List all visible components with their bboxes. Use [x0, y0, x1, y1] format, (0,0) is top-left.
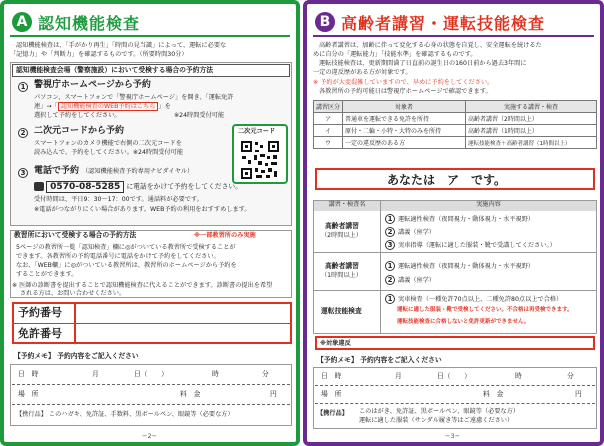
table-cell: ウ	[314, 137, 343, 149]
lecture-1h-duration: （1時間以上）	[321, 272, 363, 279]
memo-yen: 円	[575, 390, 582, 398]
table-cell: 高齢者講習（1時間以上）	[466, 125, 597, 137]
table-row	[314, 125, 597, 137]
memo-month: 月	[395, 372, 402, 380]
intro-line: 「記憶力」や「判断力」を確認するものです。（所要時間30分）	[10, 51, 188, 58]
step-number-3: 3	[18, 168, 28, 178]
row-divider	[313, 252, 597, 253]
memo-title: 【予約メモ】 予約内容をご記入ください	[317, 356, 442, 364]
table-cell: 普通車を運転できる免許を所持	[343, 113, 466, 125]
skill-test-note: 運転に適した服装・靴で受検してください。不合格は再受検できます。	[397, 307, 573, 313]
category-table	[313, 100, 597, 149]
table-header: 講習区分	[314, 101, 343, 113]
table-cell: 一定の違反歴のある方	[343, 137, 466, 149]
intro-line: 認知機能検査は、「手がかり再生」「時間の見当識」によって、運転に必要な	[16, 42, 227, 49]
memo-divider	[315, 403, 595, 404]
memo-place-label: 場 所	[18, 390, 39, 398]
memo-items: 【携行品】 このハガキ、免許証、手数料、黒ボールペン、眼鏡等（必要な方）	[16, 411, 234, 418]
step1-text-3: 選択して予約をしてください。	[34, 112, 121, 119]
you-are-text: あなたは ア です。	[387, 173, 507, 187]
table-cell: 原付・二輪・小特・大特のみを所持	[343, 125, 466, 137]
table-header: 実施する講習・検査	[466, 101, 597, 113]
table-row	[314, 137, 597, 149]
school-text: できます。各教習所の予約電話番号に電話をかけて予約をしてください。	[16, 253, 220, 260]
memo-fee-label: 料 金	[483, 390, 504, 398]
title-divider	[313, 35, 594, 37]
memo-fee-label: 料 金	[180, 390, 201, 398]
step3-note: ※電話がつながりにくい場合があります。WEB予約の利用をおすすめします。	[34, 206, 251, 213]
step-number-2: 2	[18, 128, 28, 138]
memo-items-2: 運転に適した服装（サンダル履き等はご遠慮ください）	[359, 417, 514, 424]
note-crowded: ※ 予約が大変混雑していますので、早めに予約をしてください。	[313, 79, 494, 86]
table-header: 対象者	[343, 101, 466, 113]
page-a	[0, 0, 300, 446]
section-badge-a: A	[12, 12, 32, 32]
table-cell: 高齢者講習（2時間以上）	[466, 113, 597, 125]
table-cell: ア	[314, 113, 343, 125]
step3-hours: 受付時間は、平日9：30～17：00です。通話料が必要です。	[34, 196, 203, 203]
memo-day: 日（ ）	[134, 370, 168, 378]
table-header: 講習・検査名	[314, 201, 380, 211]
step3-subtitle: （認知機能検査予約専用ナビダイヤル）	[82, 168, 194, 175]
memo-divider	[12, 404, 290, 405]
page-number: −2−	[142, 432, 158, 440]
step2-text: スマートフォンのカメラ機能で右側の二次元コードを	[34, 140, 182, 147]
memo-divider	[12, 384, 290, 385]
step1-note: ※24時間受付可能	[174, 112, 225, 119]
table-header: 実施内容	[381, 201, 596, 211]
school-header: 教習所において受検する場合の予約方法	[14, 231, 137, 239]
table-cell: イ	[314, 125, 343, 137]
step3-phone-row	[34, 182, 242, 192]
memo-minute: 分	[567, 372, 574, 380]
memo-hour: 時	[212, 370, 219, 378]
violation-label: ※対象違反	[320, 340, 351, 347]
lecture-1h-name: 高齢者講習	[325, 262, 359, 270]
skill-test-warning: 運転技能検査に合格しないと免許更新ができません。	[397, 319, 530, 325]
col-divider	[380, 200, 381, 334]
memo-items: このはがき、免許証、黒ボールペン、眼鏡等（必要な方）	[359, 408, 520, 415]
memo-place-label: 場 所	[321, 390, 342, 398]
page-a-header	[12, 10, 140, 34]
lecture-2h-duration: （2時間以上）	[321, 232, 363, 239]
number-col-divider	[74, 304, 76, 342]
lecture-2h-item-3: 3 実車指導（運転に適した服装・靴で受講してください。）	[385, 240, 556, 250]
memo-day: 日（ ）	[437, 372, 471, 380]
table-cell: 運転技能検査＋高齢者講習（1時間以上）	[466, 137, 597, 149]
license-number-label: 免許番号	[18, 327, 62, 340]
lecture-1h-item-2: 2 講義（座学）	[385, 275, 435, 285]
page-b-header	[315, 10, 545, 34]
memo-hour: 時	[515, 372, 522, 380]
intro-line: 一定の違反歴がある方が対象です。	[313, 69, 412, 76]
step-number-1: 1	[18, 82, 28, 92]
school-note: ※一部教習所のみ実施	[194, 232, 256, 239]
doctor-note-2: される方は、お問い合わせください。	[20, 290, 126, 297]
reserve-number-label: 予約番号	[18, 306, 62, 319]
page-b-title: 高齢者講習・運転技能検査	[341, 13, 546, 33]
intro-line: めに自分の「運転能力」「技能水準」を確認するものです。	[313, 51, 477, 58]
school-text: なお、「WEB欄」に◎がついている教習所は、教習所のホームページから予約を	[16, 262, 237, 269]
memo-yen: 円	[270, 390, 277, 398]
school-text: 5ページの教習所一覧「認知検査」欄に◎がついている教習所で受検することが	[16, 244, 236, 251]
memo-minute: 分	[262, 370, 269, 378]
reserve-number-field[interactable]	[78, 305, 288, 321]
phone-after-text: に電話をかけて予約をしてください。	[126, 182, 242, 191]
section-badge-b: B	[315, 12, 335, 32]
lecture-2h-item-2: 2 講義（座学）	[385, 227, 435, 237]
memo-date-label: 日 時	[321, 372, 342, 380]
license-number-field[interactable]	[78, 326, 288, 342]
step1-title: 警視庁ホームページから予約	[34, 80, 151, 90]
row-divider	[313, 290, 597, 291]
qr-code-label: 二次元コード	[238, 128, 276, 135]
step2-text-2: 読み込んで、予約をしてください。※24時間受付可能	[34, 149, 184, 156]
web-reservation-link[interactable]: 認知機能検査のWEB予約はこちら	[58, 102, 159, 111]
phone-icon	[34, 182, 44, 191]
table-row	[314, 113, 597, 125]
page-number: −3−	[445, 432, 461, 440]
qr-code-icon	[240, 140, 280, 180]
doctor-note: ※ 医師の診断書を提出することで認知機能検査に代えることができます。診断書の提出を希望	[12, 282, 273, 289]
page-b	[303, 0, 604, 446]
intro-line: 運転技能検査は、更新期間満了日直前の誕生日の160日前から過去3年間に	[319, 60, 527, 67]
table-header-row	[314, 101, 597, 113]
violation-box	[315, 336, 595, 350]
note-check: 各教習所の予約可能日は警視庁ホームページで確認できます。	[319, 88, 492, 95]
memo-items-label: 【携行品】	[317, 410, 348, 417]
skill-test-name: 運転技能検査	[321, 307, 362, 315]
step1-text: パソコン、スマートフォンで「警視庁ホームページ」を開き、「運転免許	[34, 94, 234, 101]
lecture-2h-name: 高齢者講習	[325, 222, 359, 230]
memo-divider	[315, 385, 595, 386]
lecture-2h-item-1: 1 運転適性検査（夜間視力・動体視力・水平視野）	[385, 214, 534, 224]
venue-header: 認知機能検査会場（警察施設）において受検する場合の予約方法	[12, 64, 290, 77]
step3-title: 電話で予約	[34, 166, 80, 176]
number-divider	[12, 323, 292, 324]
page-a-title: 認知機能検査	[38, 13, 141, 33]
intro-line: 高齢者講習は、加齢に伴って変化する心身の状態を自覚し、安全運転を続けるた	[319, 42, 542, 49]
step1-text-2: 連」→「 認知機能検査のWEB予約はこちら 」を	[34, 103, 171, 110]
lecture-1h-item-1: 1 運転適性検査（夜間視力・動体視力・水平視野）	[385, 261, 534, 271]
skill-test-item: 1 実車検査（一種免許70点以上、二種免許80点以上で合格）	[385, 294, 562, 304]
title-divider	[10, 35, 290, 37]
memo-date-label: 日 時	[18, 370, 39, 378]
school-text: することができます。	[16, 271, 78, 278]
qr-code-box[interactable]	[232, 124, 288, 184]
memo-month: 月	[92, 370, 99, 378]
memo-title: 【予約メモ】 予約内容をご記入ください	[14, 352, 139, 360]
you-are-box	[315, 168, 595, 190]
step2-title: 二次元コードから予約	[34, 126, 125, 136]
phone-number[interactable]: 0570-08-5285	[46, 181, 124, 193]
